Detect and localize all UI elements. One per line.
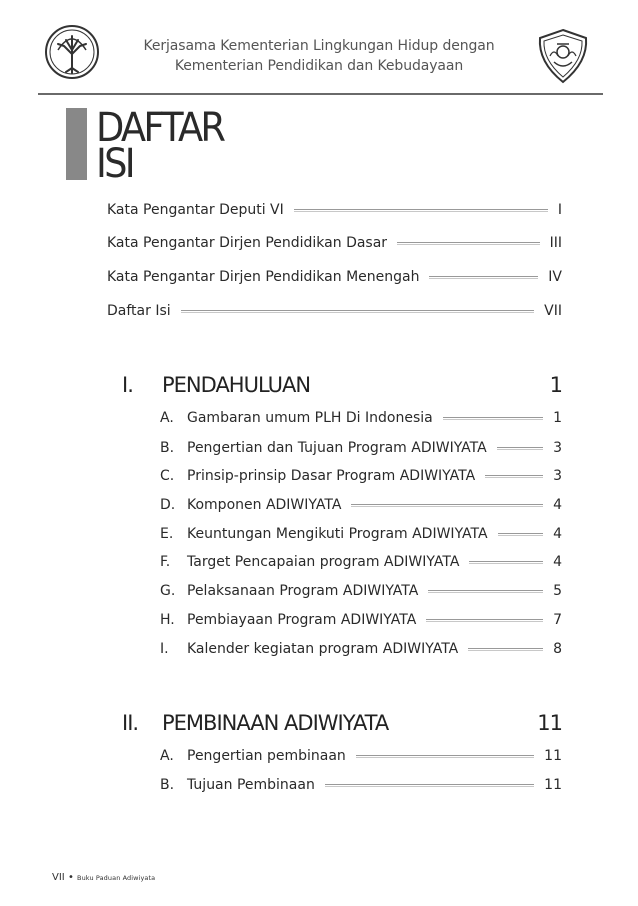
chapter-heading[interactable] bbox=[122, 711, 562, 735]
toc-leader bbox=[325, 784, 534, 785]
subentry-label: Pembiayaan Program ADIWIYATA bbox=[187, 612, 417, 628]
subentry-page: 8 bbox=[553, 641, 562, 657]
subentry-page: 1 bbox=[553, 410, 562, 426]
toc-subentry[interactable] bbox=[160, 612, 562, 628]
header-line-2: Kementerian Pendidikan dan Kebudayaan bbox=[174, 58, 464, 74]
toc-entry[interactable] bbox=[107, 235, 562, 251]
subentry-label: Gambaran umum PLH Di Indonesia bbox=[187, 410, 433, 426]
subentry-letter: A. bbox=[160, 748, 174, 764]
chapter-number: I. bbox=[122, 373, 133, 397]
subentry-label: Keuntungan Mengikuti Program ADIWIYATA bbox=[187, 526, 488, 542]
toc-subentry[interactable] bbox=[160, 583, 562, 599]
toc-entry-page: III bbox=[549, 235, 562, 251]
toc-leader bbox=[181, 310, 535, 311]
subentry-label: Tujuan Pembinaan bbox=[187, 777, 315, 793]
header-text bbox=[110, 36, 528, 76]
subentry-label: Kalender kegiatan program ADIWIYATA bbox=[187, 641, 459, 657]
subentry-page: 3 bbox=[553, 468, 562, 484]
toc-leader bbox=[397, 242, 540, 243]
toc-leader bbox=[351, 504, 543, 505]
toc-entry-label: Daftar Isi bbox=[107, 303, 171, 319]
subentry-letter: B. bbox=[160, 777, 175, 793]
toc-leader bbox=[497, 447, 543, 448]
toc-leader bbox=[468, 648, 543, 649]
page-title-line-2: ISI bbox=[96, 141, 133, 187]
toc-leader bbox=[428, 590, 543, 591]
toc-entry[interactable] bbox=[107, 202, 562, 218]
chapter-title: PENDAHULUAN bbox=[162, 373, 311, 397]
page-title-line-1: DAFTAR bbox=[96, 105, 224, 151]
toc-subentry[interactable] bbox=[160, 748, 562, 764]
subentry-page: 11 bbox=[544, 777, 562, 793]
header-line-1: Kerjasama Kementerian Lingkungan Hidup dengan bbox=[143, 38, 495, 54]
toc-leader bbox=[498, 533, 544, 534]
subentry-label: Target Pencapaian program ADIWIYATA bbox=[187, 554, 460, 570]
subentry-label: Pelaksanaan Program ADIWIYATA bbox=[187, 583, 419, 599]
toc-entry-page: VII bbox=[544, 303, 562, 319]
toc-subentry[interactable] bbox=[160, 641, 562, 657]
subentry-page: 4 bbox=[553, 526, 562, 542]
subentry-letter: H. bbox=[160, 612, 175, 628]
subentry-page: 11 bbox=[544, 748, 562, 764]
page-footer bbox=[52, 872, 155, 883]
chapter-number: II. bbox=[122, 711, 139, 735]
tree-emblem-icon bbox=[44, 24, 100, 80]
toc-subentry[interactable] bbox=[160, 526, 562, 542]
subentry-label: Pengertian pembinaan bbox=[187, 748, 346, 764]
toc-subentry[interactable] bbox=[160, 440, 562, 456]
title-accent-bar bbox=[66, 108, 87, 180]
subentry-letter: D. bbox=[160, 497, 176, 513]
toc-leader bbox=[426, 619, 543, 620]
toc-entry[interactable] bbox=[107, 269, 562, 285]
ministry-seal-icon bbox=[532, 26, 594, 86]
chapter-page: 1 bbox=[549, 373, 562, 397]
chapter-title: PEMBINAAN ADIWIYATA bbox=[162, 711, 389, 735]
toc-leader bbox=[294, 209, 548, 210]
subentry-letter: F. bbox=[160, 554, 171, 570]
page-title bbox=[96, 105, 224, 187]
subentry-page: 5 bbox=[553, 583, 562, 599]
toc-entry-label: Kata Pengantar Dirjen Pendidikan Dasar bbox=[107, 235, 388, 251]
subentry-label: Pengertian dan Tujuan Program ADIWIYATA bbox=[187, 440, 487, 456]
toc-subentry[interactable] bbox=[160, 497, 562, 513]
toc-leader bbox=[443, 417, 543, 418]
subentry-page: 4 bbox=[553, 554, 562, 570]
toc-leader bbox=[469, 561, 543, 562]
toc-entry-page: IV bbox=[548, 269, 562, 285]
subentry-letter: B. bbox=[160, 440, 175, 456]
chapter-heading[interactable] bbox=[122, 373, 562, 397]
toc-subentry[interactable] bbox=[160, 410, 562, 426]
toc-subentry[interactable] bbox=[160, 554, 562, 570]
toc-leader bbox=[429, 276, 538, 277]
toc-leader bbox=[485, 475, 543, 476]
subentry-page: 4 bbox=[553, 497, 562, 513]
subentry-page: 7 bbox=[553, 612, 562, 628]
toc-leader bbox=[356, 755, 534, 756]
footer-separator: • bbox=[67, 872, 74, 883]
toc-entry-page: I bbox=[557, 202, 562, 218]
subentry-label: Prinsip-prinsip Dasar Program ADIWIYATA bbox=[187, 468, 476, 484]
footer-book-title: Buku Paduan Adiwiyata bbox=[77, 874, 156, 882]
toc-subentry[interactable] bbox=[160, 777, 562, 793]
subentry-letter: G. bbox=[160, 583, 176, 599]
toc-entry-label: Kata Pengantar Dirjen Pendidikan Menengah bbox=[107, 269, 420, 285]
toc-entry[interactable] bbox=[107, 303, 562, 319]
subentry-letter: I. bbox=[160, 641, 169, 657]
chapter-page: 11 bbox=[537, 711, 562, 735]
header-divider bbox=[38, 93, 603, 95]
subentry-letter: C. bbox=[160, 468, 175, 484]
subentry-letter: E. bbox=[160, 526, 174, 542]
toc-subentry[interactable] bbox=[160, 468, 562, 484]
footer-page-number: VII bbox=[52, 872, 65, 883]
toc-entry-label: Kata Pengantar Deputi VI bbox=[107, 202, 284, 218]
subentry-label: Komponen ADIWIYATA bbox=[187, 497, 342, 513]
subentry-letter: A. bbox=[160, 410, 174, 426]
subentry-page: 3 bbox=[553, 440, 562, 456]
